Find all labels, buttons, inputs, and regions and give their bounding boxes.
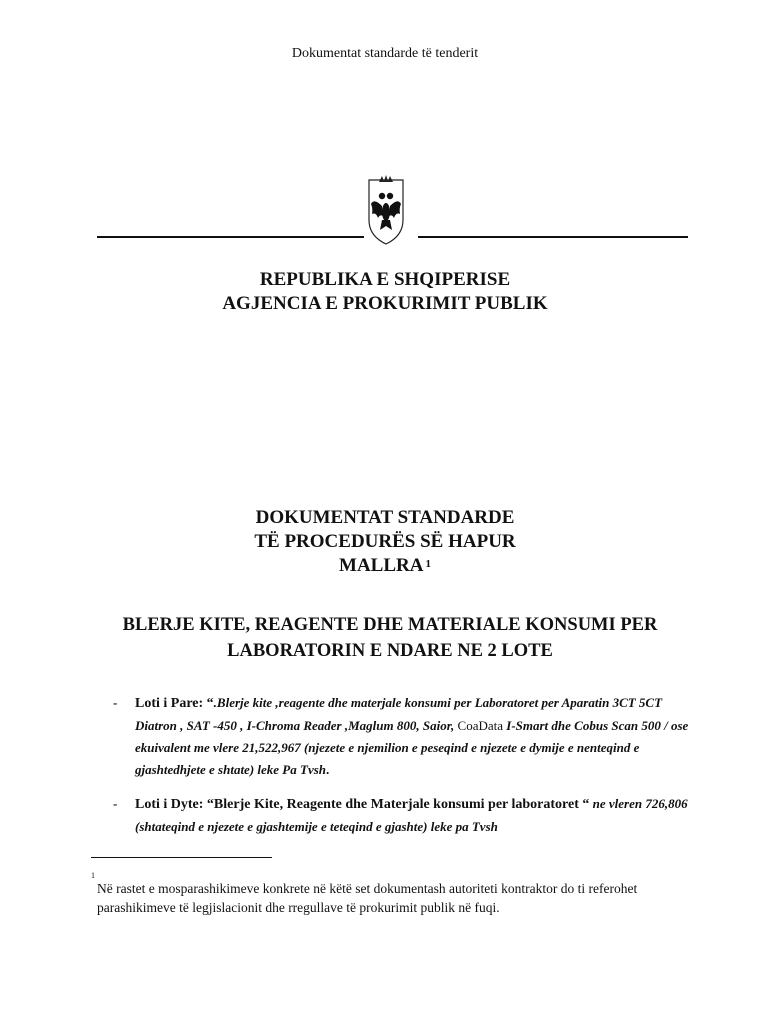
title-line-3 (0, 554, 770, 578)
footnote-divider (91, 857, 272, 858)
lot-description: ne vleren 726,806 (shtateqind e njezete e gjashtemije e teteqind e gjashte) leke pa Tvsh (135, 796, 688, 834)
lot-end-mark: . (326, 762, 330, 777)
subject-line-1: BLERJE KITE, REAGENTE DHE MATERIALE KONSUMI PER (122, 615, 658, 635)
header-divider-left (97, 236, 364, 238)
lot-description-cont: I-Smart dhe Cobus Scan 500 / ose ekuivalent me vlere 21,522,967 (njezete e njemilion e peseqind e njezete e dymije e nenteqind e gjashtedhjete e shtate) leke Pa Tvsh (135, 718, 689, 777)
agency-line-1: REPUBLIKA E SHQIPERISE (259, 269, 511, 290)
lot-title: Loti i Pare: “ (135, 696, 214, 711)
title-line-2: TË PROCEDURËS SË HAPUR (254, 531, 516, 552)
agency-line-2: AGJENCIA E PROKURIMIT PUBLIK (222, 293, 548, 314)
footnote-reference: 1 (425, 558, 431, 570)
procurement-subject (90, 612, 690, 664)
title-line-1: DOKUMENTAT STANDARDE (255, 507, 515, 528)
lot-body (135, 793, 703, 838)
lot-item (113, 793, 703, 838)
list-bullet: - (113, 796, 118, 811)
title-line-3-text: MALLRA (339, 555, 424, 576)
footnote-text: Në rastet e mosparashikimeve konkrete në këtë set dokumentash autoriteti kontraktor do ti referohet parashikimeve të legjislacionit dhe rregullave të prokurimit publik në fuqi. (97, 881, 638, 915)
albania-coat-of-arms-icon (367, 172, 405, 246)
lot-description: .Blerje kite ,reagente dhe materjale konsumi per Laboratoret per Aparatin 3CT 5CT Diatron , SAT -450 , I-Chroma Reader ,Maglum 800, Saior, (135, 695, 663, 733)
page-header: Dokumentat standarde të tenderit (291, 46, 479, 61)
header-divider-right (418, 236, 688, 238)
agency-heading (0, 268, 770, 316)
lot-item (113, 692, 703, 781)
lot-body (135, 692, 703, 781)
subject-line-2: LABORATORIN E NDARE NE 2 LOTE (227, 641, 553, 661)
footnote-mark: 1 (91, 871, 95, 880)
lot-description-plain: CoaData (457, 718, 504, 733)
lot-title: Loti i Dyte: “Blerje Kite, Reagente dhe Materjale konsumi per laboratoret “ (135, 797, 590, 812)
list-bullet: - (113, 695, 118, 710)
document-title (0, 506, 770, 578)
